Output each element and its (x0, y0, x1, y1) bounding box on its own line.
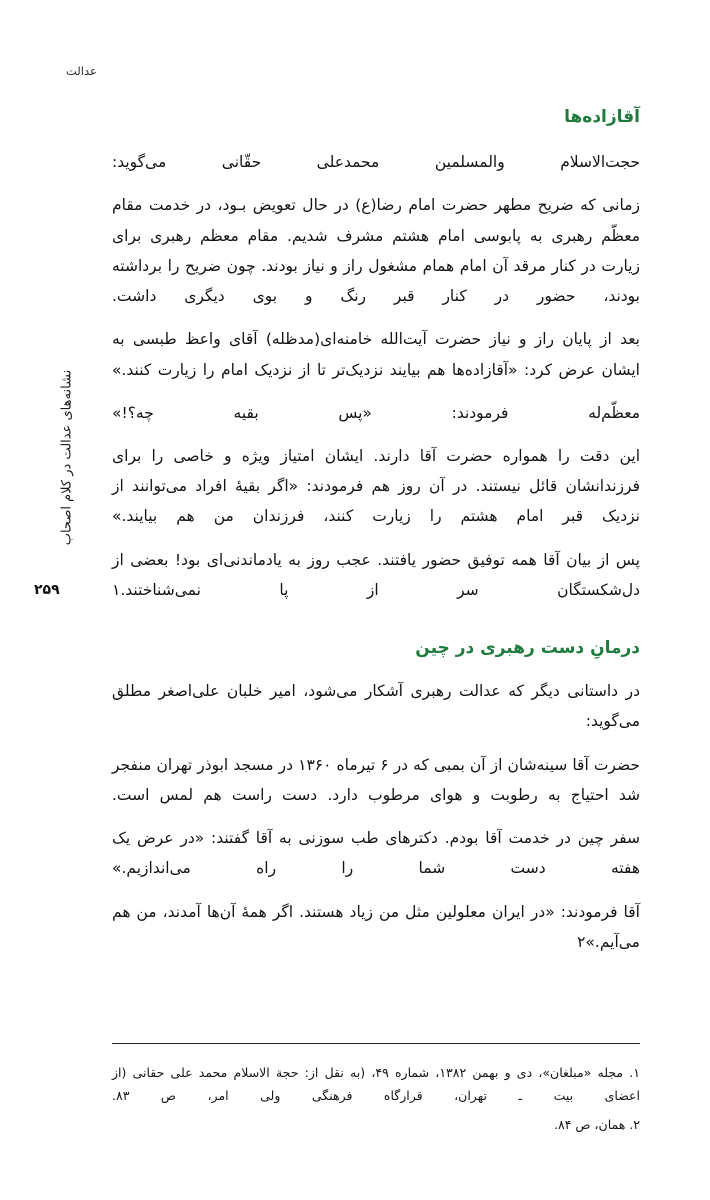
running-head: عدالت (66, 64, 97, 78)
section-title-2: درمانِ دست رهبری در چین (415, 638, 640, 659)
paragraph: آقا فرمودند: «در ایران معلولین مثل من زیاد هستند. اگر همهٔ آن‌ها آمدند، من هم می‌آیم.»۲ (112, 902, 640, 951)
paragraph: پس از بیان آقا همه توفیق حضور یافتند. عجب روز به یادماندنی‌ای بود! بعضی از دل‌شکستگان سر از پا نمی‌شناختند.۱ (112, 550, 640, 599)
paragraph: سفر چین در خدمت آقا بودم. دکترهای طب سوزنی به آقا گفتند: «در عرض یک هفته دست شما را راه می‌اندازیم.» (112, 829, 640, 878)
footnotes (112, 1061, 640, 1142)
paragraph: بعد از پایان راز و نیاز حضرت آیت‌الله خامنه‌ای(مدظله) آقای واعظ طبسی به ایشان عرض کرد: «آقازاده‌ها هم بیایند نزدیک‌تر تا از نزدیک امام را زیارت کنند.» (112, 330, 640, 379)
section-title-1: آقازاده‌ها (564, 107, 640, 127)
paragraph: حجت‌الاسلام والمسلمین محمدعلی حقّانی می‌گوید: (112, 153, 640, 172)
paragraph: معظّم‌له فرمودند: «پس بقیه چه؟!» (112, 403, 640, 422)
footnote-item: ۱. مجله «مبلغان»، دی و بهمن ۱۳۸۲، شماره ۴۹، (به نقل از: حجة الاسلام محمد علی حقانی (از اعضای بیت ـ تهران، قرارگاه فرهنگی ولی امر، ص ۸۳. (112, 1064, 640, 1103)
page-number: ۲۵۹ (34, 582, 60, 598)
footnote-divider (112, 1043, 640, 1044)
footnote-item: ۲. همان، ص ۸۴. (554, 1116, 640, 1132)
paragraph: حضرت آقا سینه‌شان از آن بمبی که در ۶ تیرماه ۱۳۶۰ در مسجد ابوذر تهران منفجر شد احتیاج به رطوبت و هوای مرطوب دارد. دست راست هم لمس است. (112, 755, 641, 804)
paragraph: این دقت را همواره حضرت آقا دارند. ایشان امتیاز ویژه و خاصی را برای فرزندانشان قائل نیستند. در آن روز هم فرمودند: «اگر بقیهٔ افراد می‌توانند از نزدیک قبر امام هشتم را زیارت کنند، فرزندان من هم بیایند.» (112, 446, 640, 526)
side-caption: نشانه‌های عدالت در کلام اصحاب (59, 369, 75, 546)
side-margin-block (24, 360, 75, 640)
paragraph: زمانی که ضریح مطهر حضرت امام رضا(ع) در حال تعویض بـود، در خدمت مقام معظّم رهبری به پابوسی امام هشتم مشرف شدیم. مقام معظم رهبری برای زیارت در کنار مرقد آن امام همام مشغول راز و نیاز بودند. چون ضریح را برداشته بودند، حضور در کنار قبر رنگ و بوی دیگری داشت. (112, 196, 640, 306)
main-text-column (112, 104, 640, 970)
paragraph: در داستانی دیگر که عدالت رهبری آشکار می‌شود، امیر خلبان علی‌اصغر مطلق می‌گوید: (112, 682, 640, 731)
